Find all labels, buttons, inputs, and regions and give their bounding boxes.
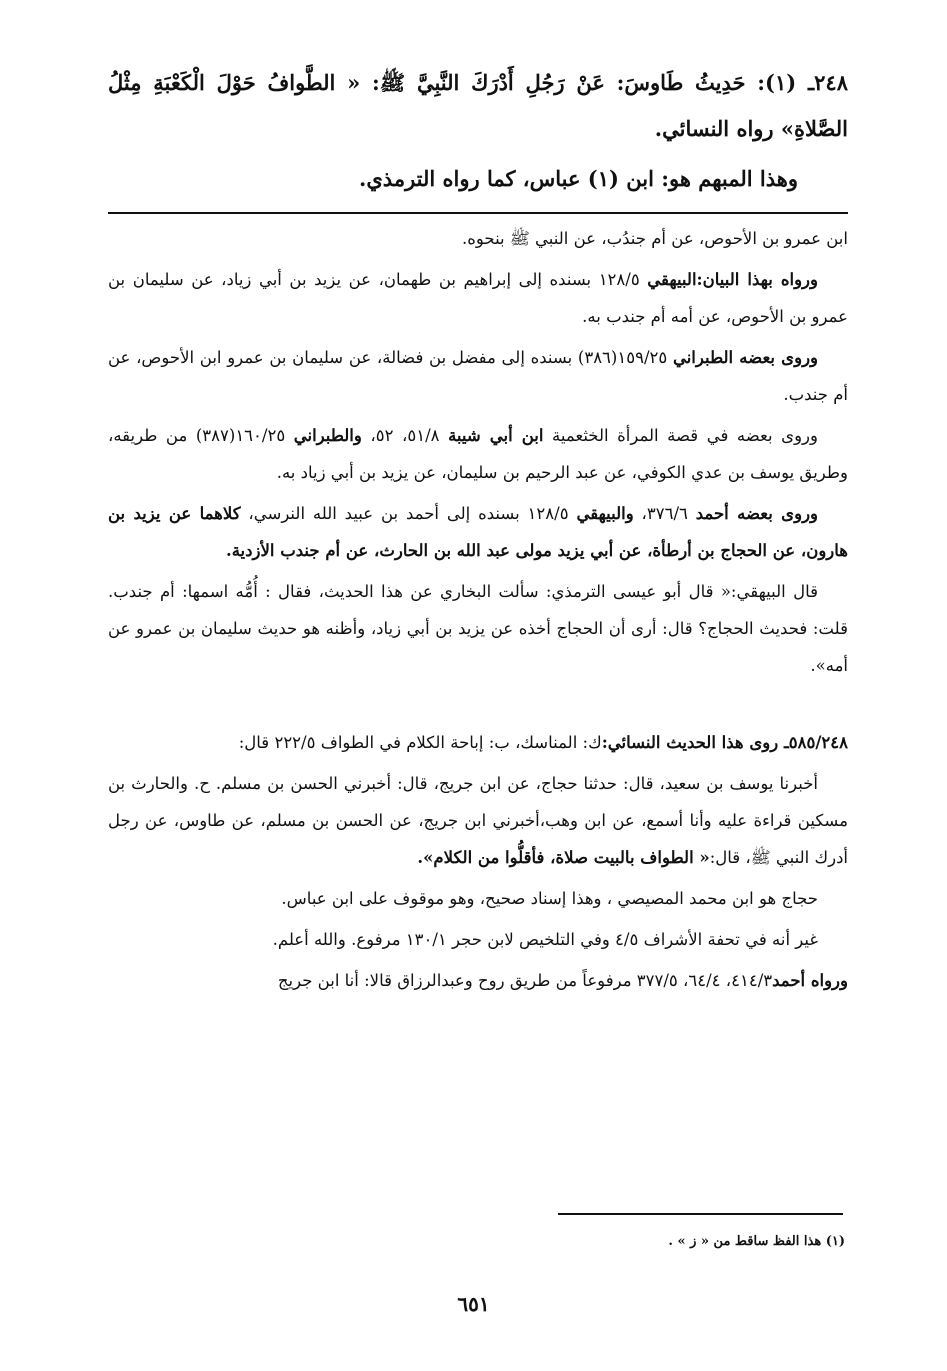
commentary-paragraph-6: قال البيهقي:« قال أبو عيسى الترمذي: سألت البخاري عن هذا الحديث، فقال : أُمُّه اسمها: أم جندب. قلت: فحديث الحجاج؟ قال: أرى أن الحجاج أخذه عن يزيد بن أبي زياد، وأظنه هو حديث سليمان بن عمرو عن أمه». bbox=[108, 582, 848, 675]
commentary-paragraph-9: حجاج هو ابن محمد المصيصي ، وهذا إسناد صحيح، وهو موقوف على ابن عباس. bbox=[281, 889, 818, 908]
source-bold: والطبراني bbox=[293, 426, 362, 445]
source-detail: ١٢٨/٥ بسنده إلى إبراهيم بن طهمان، عن يزيد بن أبي زياد، عن سليمان بن عمرو بن الأحوص، عن أمه أم جندب به. bbox=[108, 270, 848, 326]
text-run: ٣٧٦/٦، bbox=[633, 504, 696, 523]
commentary-paragraph-2 bbox=[108, 261, 848, 335]
text-run: ٥١/٨، ٥٢، bbox=[361, 426, 449, 445]
source-bold: ابن أبي شيبة bbox=[448, 426, 544, 445]
hadith-line-2: وهذا المبهم هو: ابن (١) عباس، كما رواه الترمذي. bbox=[359, 166, 798, 191]
text-run: وروى بعضه في قصة المرأة الخثعمية bbox=[543, 426, 818, 445]
hadith-quote-bold: « الطواف بالبيت صلاة، فأقلُّوا من الكلام». bbox=[417, 848, 710, 867]
commentary-paragraph-10: غير أنه في تحفة الأشراف ٤/٥ وفي التلخيص لابن حجر ١٣٠/١ مرفوع. والله أعلم. bbox=[272, 930, 818, 949]
hadith-line-1: ٢٤٨ـ (١): حَدِيثُ طَاوسَ: عَنْ رَجُلِ أَدْرَكَ النَّبِيَّ ﷺ: « الطَّوافُ حَوْلَ الْكَعْبَةِ مِثْلُ الصَّلاةِ» رواه النسائي. bbox=[108, 70, 848, 141]
commentary-paragraph-8 bbox=[108, 765, 848, 876]
commentary-paragraph-7 bbox=[108, 724, 848, 761]
text-run: ١٢٨/٥ بسنده إلى أحمد بن عبيد الله النرسي، bbox=[240, 504, 577, 523]
section-heading-bold: ٥٨٥/٢٤٨ـ روى هذا الحديث النسائي: bbox=[601, 733, 848, 752]
commentary-paragraph-11 bbox=[108, 962, 848, 999]
text-run: ١٦٠/٢٥(٣٨٧) من طريقه، وطريق يوسف بن عدي الكوفي، عن عبد الرحيم بن سليمان، عن يزيد بن أبي زياد به. bbox=[108, 426, 848, 482]
hadith-main-text bbox=[108, 60, 848, 202]
commentary-paragraph-4 bbox=[108, 417, 848, 491]
source-bold: والبيهقي bbox=[576, 504, 634, 523]
text-run: ك: المناسك، ب: إباحة الكلام في الطواف ٢٢٢/٥ قال: bbox=[238, 733, 602, 752]
source-bold: ورواه بهذا البيان:البيهقي bbox=[647, 270, 818, 289]
source-bold: وروى بعضه الطبراني bbox=[672, 348, 818, 367]
source-bold: ورواه أحمد bbox=[772, 971, 848, 990]
commentary-paragraph-5 bbox=[108, 495, 848, 569]
commentary-paragraph-1: ابن عمرو بن الأحوص، عن أم جندُب، عن النبي ﷺ بنحوه. bbox=[462, 229, 848, 248]
text-run: أخبرنا يوسف بن سعيد، قال: حدثنا حجاج، عن ابن جريج، قال: أخبرني الحسن بن مسلم. ح. والحارث بن مسكين قراءة عليه وأنا أسمع، عن ابن وهب،أخبرني ابن جريج، عن الحسن بن مسلم، عن طاوس، عن رجل أدرك النبي ﷺ، قال: bbox=[108, 774, 848, 867]
main-divider bbox=[108, 212, 848, 214]
section-gap bbox=[108, 684, 848, 720]
source-detail: ١٥٩/٢٥(٣٨٦) بسنده إلى مفضل بن فضالة، عن سليمان بن عمرو ابن الأحوص، عن أم جندب. bbox=[108, 348, 848, 404]
footnote: (١) هذا الفظ ساقط من « ز » . bbox=[668, 1234, 845, 1249]
page-body bbox=[108, 60, 848, 999]
commentary-paragraph-3 bbox=[108, 339, 848, 413]
footnote-divider bbox=[558, 1213, 843, 1215]
commentary bbox=[108, 220, 848, 999]
source-bold: وروى بعضه أحمد bbox=[695, 504, 818, 523]
page-number: ٦٥١ bbox=[457, 1292, 490, 1316]
text-run: ٤١٤/٣، ٦٤/٤، ٣٧٧/٥ مرفوعاً من طريق روح وعبدالرزاق قالا: أنا ابن جريج bbox=[277, 971, 773, 990]
chain-bold: كلاهما عن يزيد بن هارون، عن الحجاج بن أرطأة، عن أبي يزيد مولى عبد الله بن الحارث، عن أم جندب الأزدية. bbox=[108, 504, 848, 560]
